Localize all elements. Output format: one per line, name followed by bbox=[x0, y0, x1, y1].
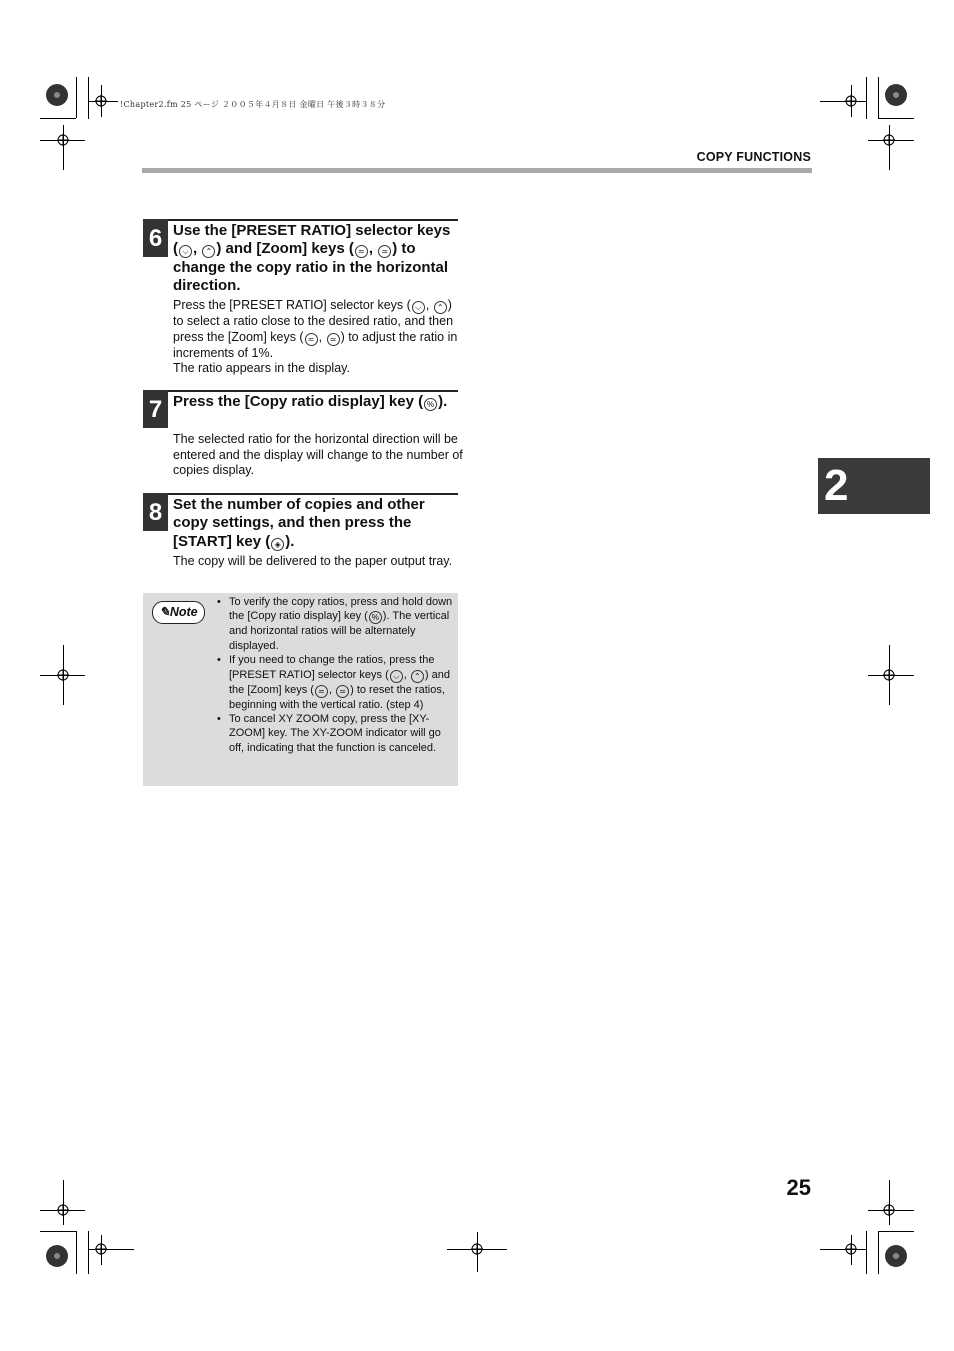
crosshair-icon bbox=[471, 1243, 483, 1255]
ratio-display-key-icon: % bbox=[369, 611, 382, 624]
step-number: 6 bbox=[143, 219, 168, 257]
crosshair-icon bbox=[95, 1243, 107, 1255]
down-arrow-key-icon: ⌵ bbox=[179, 245, 192, 258]
registration-disc-icon bbox=[885, 84, 907, 106]
list-item: • To verify the copy ratios, press and hold down the [Copy ratio display] key ( % ). The vertical and horizontal ratios will be alternately displayed. bbox=[217, 595, 457, 653]
step-8 bbox=[143, 493, 458, 588]
list-item: • If you need to change the ratios, press the [PRESET RATIO] selector keys ( ⌵ , ⌃ ) and the [Zoom] keys ( ≂ , ≃ ) to reset the ratios, beginning with the vertical ratio. (step 4) bbox=[217, 653, 457, 712]
step-number: 8 bbox=[143, 493, 168, 531]
step-description: The copy will be delivered to the paper output tray. bbox=[173, 554, 453, 568]
zoom-down-key-icon: ≂ bbox=[305, 333, 318, 346]
ratio-display-key-icon: % bbox=[424, 398, 437, 411]
pencil-icon: ✎ bbox=[159, 605, 170, 619]
step-description: The selected ratio for the horizontal direction will be entered and the display will change to the number of copies display. bbox=[173, 432, 463, 478]
list-item: • To cancel XY ZOOM copy, press the [XY-ZOOM] key. The XY-ZOOM indicator will go off, indicating that the function is canceled. bbox=[217, 712, 457, 755]
registration-disc-icon bbox=[46, 1245, 68, 1267]
crosshair-icon bbox=[57, 134, 69, 146]
note-badge: ✎Note bbox=[152, 601, 205, 624]
zoom-down-key-icon: ≂ bbox=[355, 245, 368, 258]
step-description: Press the [PRESET RATIO] selector keys ( ⌵ , ⌃ ) to select a ratio close to the desired ratio, and then press the [Zoom] keys ( ≂ , ≃ ) to adjust the ratio in increments of 1%. The ratio appears in the display. bbox=[173, 298, 458, 376]
crosshair-icon bbox=[845, 95, 857, 107]
chapter-tab: 2 bbox=[818, 458, 930, 514]
crosshair-icon bbox=[883, 669, 895, 681]
zoom-down-key-icon: ≂ bbox=[315, 685, 328, 698]
step-rule bbox=[143, 493, 458, 495]
file-header: !Chapter2.fm 25 ページ ２００５年４月８日 金曜日 午後３時３８分 bbox=[120, 100, 386, 109]
registration-disc-icon bbox=[46, 84, 68, 106]
step-7 bbox=[143, 390, 463, 488]
zoom-up-key-icon: ≃ bbox=[336, 685, 349, 698]
crosshair-icon bbox=[845, 1243, 857, 1255]
registration-disc-icon bbox=[885, 1245, 907, 1267]
start-key-icon: ◈ bbox=[271, 538, 284, 551]
step-6 bbox=[143, 219, 458, 384]
crosshair-icon bbox=[95, 95, 107, 107]
crosshair-icon bbox=[57, 1204, 69, 1216]
step-number: 7 bbox=[143, 390, 168, 428]
crosshair-icon bbox=[57, 669, 69, 681]
header-rule bbox=[142, 168, 812, 173]
up-arrow-key-icon: ⌃ bbox=[202, 245, 215, 258]
step-heading: Use the [PRESET RATIO] selector keys ( ⌵ , ⌃ ) and [Zoom] keys ( ≂ , ≃ ) to change the copy ratio in the horizontal direction. bbox=[173, 222, 451, 294]
step-heading: Press the [Copy ratio display] key ( % ). bbox=[173, 393, 448, 410]
up-arrow-key-icon: ⌃ bbox=[411, 670, 424, 683]
down-arrow-key-icon: ⌵ bbox=[390, 670, 403, 683]
crosshair-icon bbox=[883, 134, 895, 146]
zoom-up-key-icon: ≃ bbox=[378, 245, 391, 258]
step-rule bbox=[143, 219, 458, 221]
step-heading: Set the number of copies and other copy settings, and then press the [START] key ( ◈ ). bbox=[173, 496, 425, 550]
page-number: 25 bbox=[786, 1175, 811, 1200]
note-box bbox=[143, 593, 458, 786]
crosshair-icon bbox=[883, 1204, 895, 1216]
zoom-up-key-icon: ≃ bbox=[327, 333, 340, 346]
step-rule bbox=[143, 390, 458, 392]
down-arrow-key-icon: ⌵ bbox=[412, 301, 425, 314]
running-header: COPY FUNCTIONS bbox=[696, 150, 811, 164]
up-arrow-key-icon: ⌃ bbox=[434, 301, 447, 314]
note-list bbox=[217, 595, 457, 755]
